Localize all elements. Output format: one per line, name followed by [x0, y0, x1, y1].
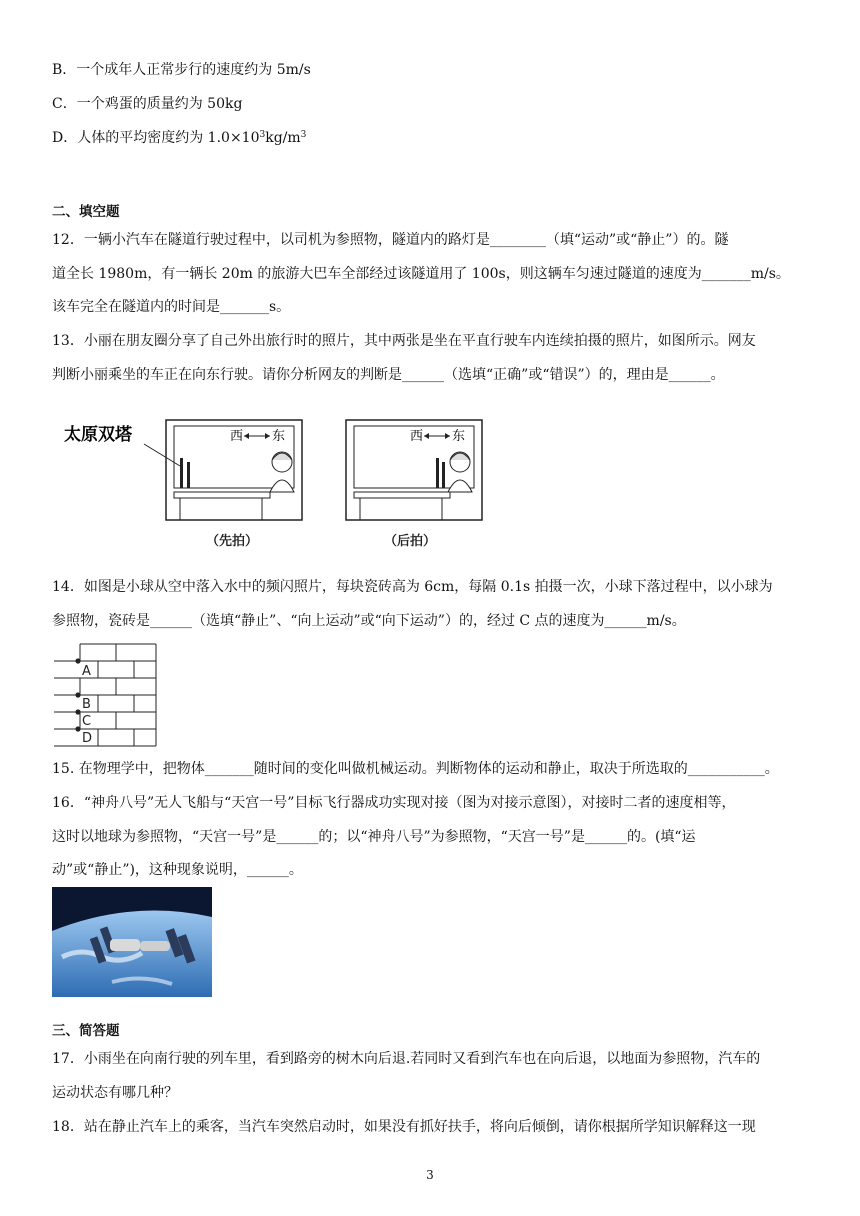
q16-line-2: 这时以地球为参照物，“天宫一号”是______的；以“神舟八号”为参照物，“天宫一号”是______的。(填“运 — [52, 829, 696, 845]
option-d-text: D．人体的平均密度约为 1.0×10 — [52, 130, 260, 146]
option-c: C．一个鸡蛋的质量约为 50kg — [52, 96, 243, 112]
page-number: 3 — [426, 1168, 434, 1182]
q13-line-1: 13．小丽在朋友圈分享了自己外出旅行时的照片，其中两张是坐在平直行驶车内连续拍摄的照片，如图所示。网友 — [52, 333, 756, 349]
section-title-short-answer: 三、简答题 — [52, 1023, 120, 1039]
photo-first — [166, 420, 302, 520]
caption-first: （先拍） — [206, 534, 259, 549]
section-title-fill-blank: 二、填空题 — [52, 204, 120, 220]
point-a-label: A — [82, 664, 91, 679]
q17-line-2: 运动状态有哪几种？ — [52, 1085, 178, 1101]
option-d-unit: kg/m — [265, 130, 301, 146]
option-b: B．一个成年人正常步行的速度约为 5m/s — [52, 62, 311, 78]
q16-line-1: 16．“神舟八号”无人飞船与“天宫一号”目标飞行器成功实现对接（图为对接示意图），对接时二者的速度相等， — [52, 795, 736, 811]
point-d-label: D — [82, 731, 93, 746]
point-b-label: B — [82, 697, 91, 712]
point-c-label: C — [82, 714, 92, 729]
q13-train-photos-figure — [56, 412, 516, 552]
option-d-unit-exponent: 3 — [300, 130, 307, 140]
q14-brick-wall-figure — [52, 642, 158, 748]
east-label-2: 东 — [452, 429, 466, 444]
q15-line-1: 15. 在物理学中，把物体_______随时间的变化叫做机械运动。判断物体的运动和静止，取决于所选取的___________。 — [52, 761, 779, 777]
q14-line-1: 14．如图是小球从空中落入水中的频闪照片，每块瓷砖高为 6cm，每隔 0.1s 拍摄一次，小球下落过程中，以小球为 — [52, 579, 773, 595]
option-d — [52, 128, 306, 148]
east-label: 东 — [272, 429, 286, 444]
west-label-2: 西 — [410, 429, 424, 444]
q13-line-2: 判断小丽乘坐的车正在向东行驶。请你分析网友的判断是______（选填“正确”或“错误”）的，理由是______。 — [52, 367, 725, 383]
tower-label: 太原双塔 — [64, 425, 132, 445]
q17-line-1: 17．小雨坐在向南行驶的列车里，看到路旁的树木向后退.若同时又看到汽车也在向后退，以地面为参照物，汽车的 — [52, 1051, 761, 1067]
photo-second — [346, 420, 482, 520]
q16-docking-image — [52, 887, 212, 997]
west-label: 西 — [230, 429, 244, 444]
caption-second: （后拍） — [384, 534, 437, 549]
q12-line-3: 该车完全在隧道内的时间是_______s。 — [52, 299, 291, 315]
q16-line-3: 动”或“静止”)，这种现象说明，______。 — [52, 862, 303, 878]
q18-line-1: 18．站在静止汽车上的乘客，当汽车突然启动时，如果没有抓好扶手，将向后倾倒，请你根据所学知识解释这一现 — [52, 1119, 756, 1135]
q14-line-2: 参照物，瓷砖是______（选填“静止”、“向上运动”或“向下运动”）的，经过 C 点的速度为______m/s。 — [52, 613, 686, 629]
q12-line-1: 12．一辆小汽车在隧道行驶过程中，以司机为参照物，隧道内的路灯是________（填“运动”或“静止”）的。隧 — [52, 232, 729, 248]
q12-line-2: 道全长 1980m，有一辆长 20m 的旅游大巴车全部经过该隧道用了 100s，则这辆车匀速过隧道的速度为_______m/s。 — [52, 266, 790, 282]
option-d-exponent: 3 — [259, 130, 266, 140]
